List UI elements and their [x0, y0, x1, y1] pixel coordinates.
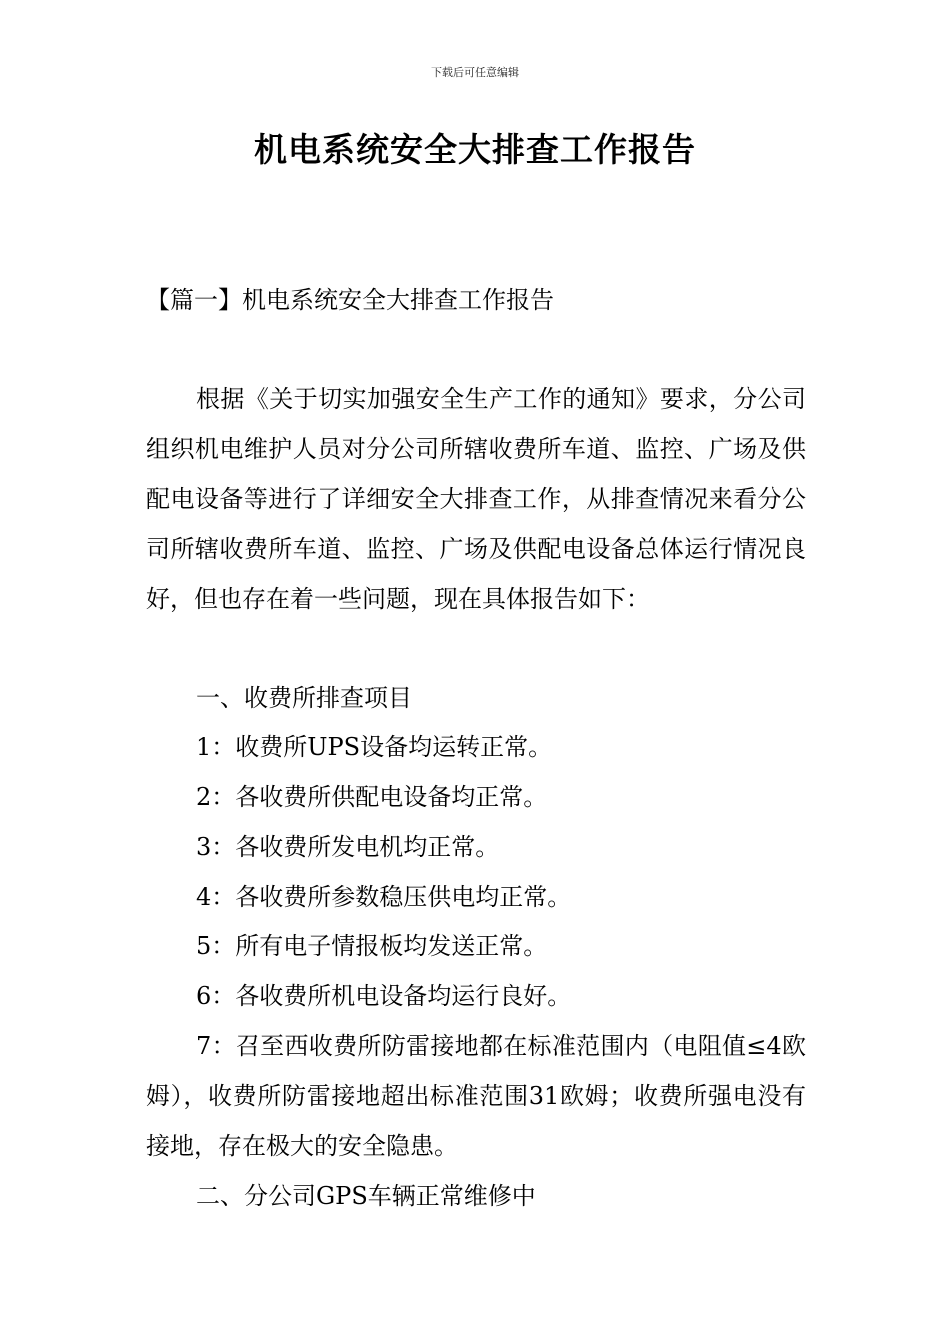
list-item: 6：各收费所机电设备均运行良好。 [196, 982, 572, 1010]
part2-heading: 二、分公司GPS车辆正常维修中 [196, 1182, 536, 1210]
document-title: 机电系统安全大排查工作报告 [254, 130, 696, 169]
part1-heading: 一、收费所排查项目 [196, 684, 412, 712]
list-item: 5：所有电子情报板均发送正常。 [196, 932, 548, 960]
page-header-note: 下载后可任意编辑 [431, 66, 519, 79]
section-heading: 【篇一】机电系统安全大排查工作报告 [146, 286, 554, 314]
list-item: 3：各收费所发电机均正常。 [196, 833, 500, 861]
list-item: 2：各收费所供配电设备均正常。 [196, 783, 548, 811]
intro-paragraph: 根据《关于切实加强安全生产工作的通知》要求，分公司组织机电维护人员对分公司所辖收费所车道、监控、广场及供配电设备等进行了详细安全大排查工作，从排查情况来看分公司所辖收费所车道、监控、广场及供配电设备总体运行情况良好，但也存在着一些问题，现在具体报告如下： [146, 385, 806, 613]
item-7-paragraph: 7：召至西收费所防雷接地都在标准范围内（电阻值≤4欧姆），收费所防雷接地超出标准范围31欧姆；收费所强电没有接地，存在极大的安全隐患。 [146, 1032, 806, 1160]
list-item: 1：收费所UPS设备均运转正常。 [196, 733, 553, 761]
list-item: 4：各收费所参数稳压供电均正常。 [196, 883, 572, 911]
